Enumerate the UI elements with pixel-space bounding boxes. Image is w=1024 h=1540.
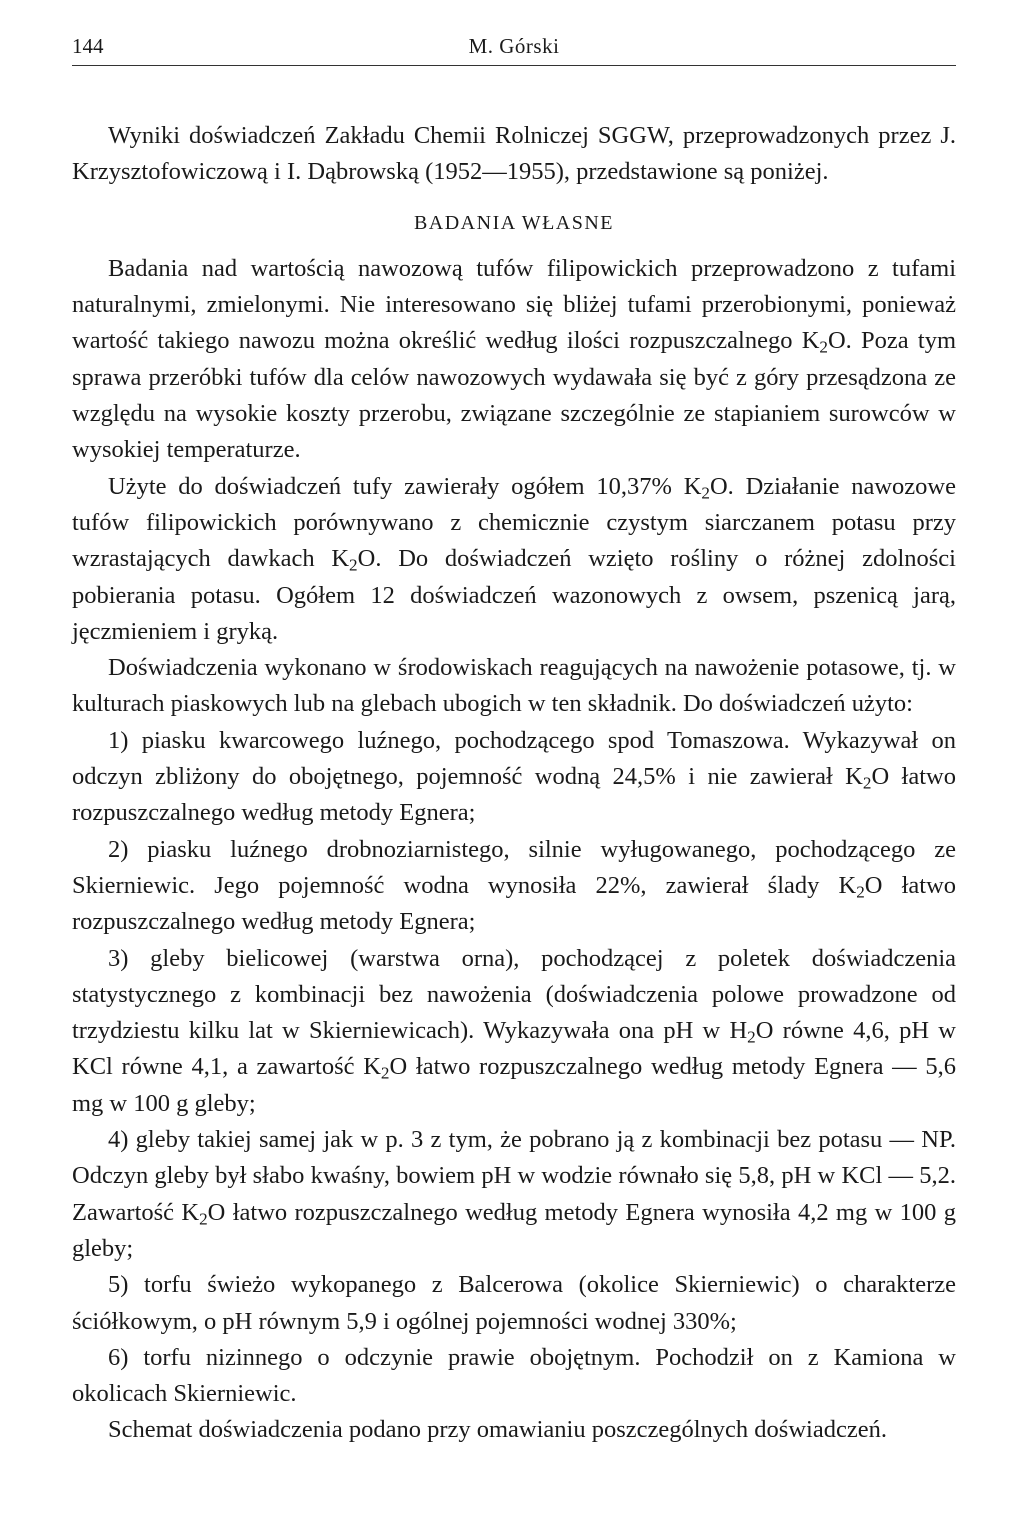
list-item-2: 2) piasku luźnego drobnoziarnistego, silnie wyługowanego, pochodzącego ze Skierniewic. Jego pojemność wodna wynosiła 22%, zawierał ślady $K_2O$ łatwo rozpuszczalnego według metody Egnera; <box>72 835 957 936</box>
list-item-5: 5) torfu świeżo wykopanego z Balcerowa (okolice Skierniewic) o charakterze ściółkowym, o pH równym 5,9 i ogólnej pojemności wodnej 330%; <box>72 1271 956 1335</box>
list-item-6: 6) torfu nizinnego o odczynie prawie obojętnym. Pochodził on z Kamiona w okolicach Skierniewic. <box>72 1343 956 1408</box>
header-rule <box>72 65 956 66</box>
list-item-3: 3) gleby bielicowej (warstwa orna), pochodzącej z poletek doświadczenia statystycznego z kombinacji bez nawożenia (doświadczenia polowe prowadzone od trzydziestu kilku lat w Skierniewicach). Wykazywała ona pH w $H_2O$ równe 4,6, pH w KCl równe 4,1, a zawartość $K_2O$ łatwo rozpuszczalnego według metody Egnera — 5,6 mg w 100 g gleby; <box>72 944 957 1117</box>
body-text <box>72 118 956 1449</box>
intro-paragraph: Wyniki doświadczeń Zakładu Chemii Rolniczej SGGW, przeprowadzonych przez J. Krzysztofowiczową i I. Dąbrowską (1952—1955), przedstawione są poniżej. <box>72 122 956 186</box>
page-number: 144 <box>72 34 104 58</box>
list-item-4: 4) gleby takiej samej jak w p. 3 z tym, że pobrano ją z kombinacji bez potasu — NP. Odczyn gleby był słabo kwaśny, bowiem pH w wodzie równało się 5,8, pH w KCl — 5,2. Zawartość $K_2O$ łatwo rozpuszczalnego według metody Egnera wynosiła 4,2 mg w 100 g gleby; <box>72 1126 956 1262</box>
paragraph-1: Badania nad wartością nawozową tufów filipowickich przeprowadzono z tufami naturalnymi, zmielonymi. Nie interesowano się bliżej tufami przerobionymi, ponieważ wartość takiego nawozu można określić według ilości rozpuszczalnego $K_2O$. Poza tym sprawa przeróbki tufów dla celów nawozowych wydawała się być z góry przesądzona ze względu na wysokie koszty przerobu, związane szczególnie ze stapianiem surowców w wysokiej temperaturze. <box>72 254 956 464</box>
closing-paragraph: Schemat doświadczenia podano przy omawianiu poszczególnych doświadczeń. <box>108 1416 887 1444</box>
section-title: BADANIA WŁASNE <box>413 211 615 234</box>
running-author: M. Górski <box>468 34 560 58</box>
paragraph-2: Użyte do doświadczeń tufy zawierały ogółem 10,37% $K_2O$. Działanie nawozowe tufów filipowickich porównywano z chemicznie czystym siarczanem potasu przy wzrastających dawkach $K_2O$. Do doświadczeń wzięto rośliny o różnej zdolności pobierania potasu. Ogółem 12 doświadczeń wazonowych z owsem, pszenicą jarą, jęczmieniem i gryką. <box>72 472 956 645</box>
running-header <box>72 28 956 68</box>
paragraph-3: Doświadczenia wykonano w środowiskach reagujących na nawożenie potasowe, tj. w kulturach piaskowych lub na glebach ubogich w ten składnik. Do doświadczeń użyto: <box>72 654 956 718</box>
document-page <box>72 28 956 1449</box>
list-item-1: 1) piasku kwarcowego luźnego, pochodzącego spod Tomaszowa. Wykazywał on odczyn zbliżony do obojętnego, pojemność wodną 24,5% i nie zawierał $K_2O$ łatwo rozpuszczalnego według metody Egnera; <box>72 726 956 827</box>
